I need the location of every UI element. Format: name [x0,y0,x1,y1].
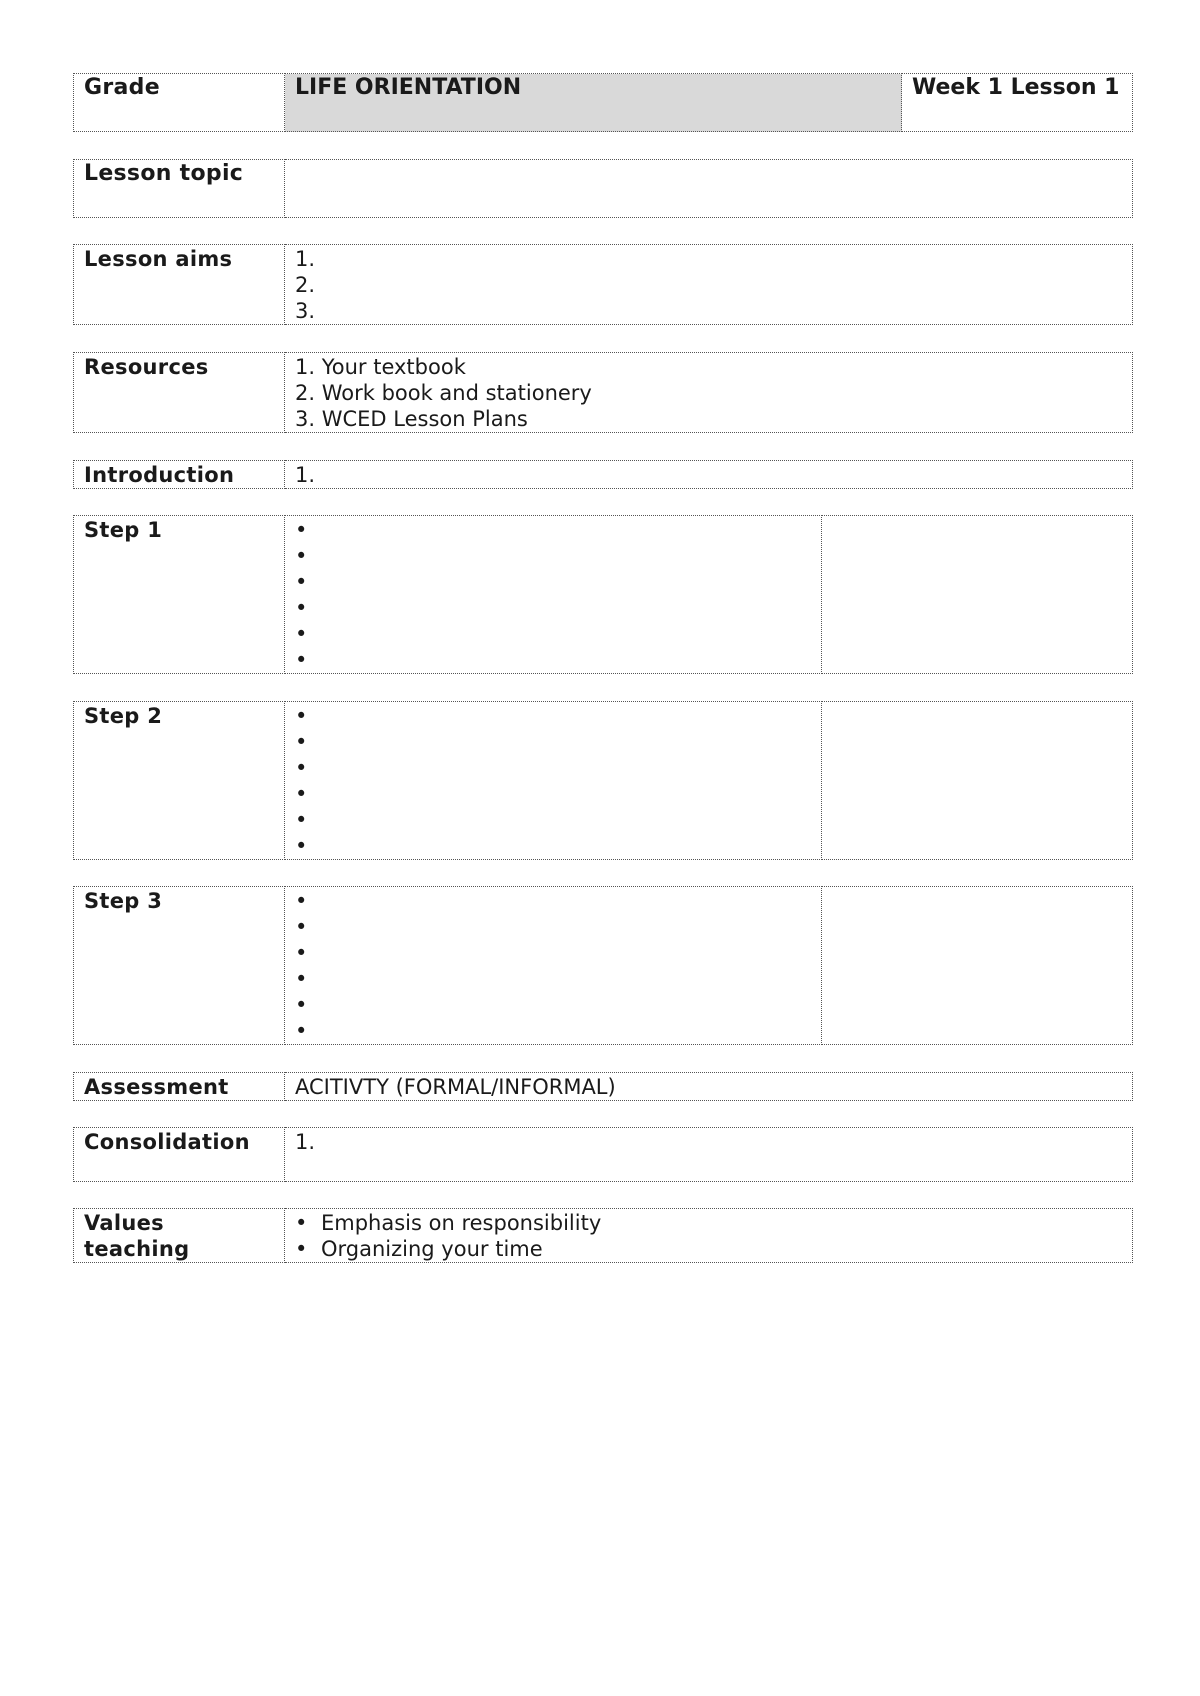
step-2-bullets [285,702,822,860]
list-item: 2. Work book and stationery [295,381,592,405]
lesson-topic-value [285,160,1133,218]
assessment-table [73,1072,1133,1101]
step-3-table [73,886,1133,1045]
lesson-aims-list [285,245,1133,325]
step-3-notes [822,887,1133,1045]
list-item: 1. [295,1130,316,1154]
resources-table [73,352,1133,433]
values-teaching-table [73,1208,1133,1263]
consolidation-label: Consolidation [74,1128,285,1182]
resources-list [285,353,1133,433]
step-3-bullets [285,887,822,1045]
bullet-item [295,966,811,992]
bullet-item [295,703,811,729]
grade-label: Grade [74,74,285,132]
bullet-item [295,569,811,595]
consolidation-list [285,1128,1133,1182]
bullet-item [295,914,811,940]
list-item: 1. [295,247,316,271]
bullet-item [295,992,811,1018]
bullet-item [295,517,811,543]
step-1-notes [822,516,1133,674]
bullet-item [295,755,811,781]
week-lesson: Week 1 Lesson 1 [902,74,1133,132]
step-2-notes [822,702,1133,860]
assessment-label: Assessment [74,1073,285,1101]
bullet-item [295,781,811,807]
bullet-item [295,888,811,914]
bullet-item [295,729,811,755]
step-1-table [73,515,1133,674]
bullet-item [295,543,811,569]
bullet-item [295,807,811,833]
step-2-label: Step 2 [74,702,285,860]
values-teaching-list [285,1209,1133,1263]
lesson-topic-label: Lesson topic [74,160,285,218]
lesson-aims-table [73,244,1133,325]
bullet-item [295,595,811,621]
introduction-table [73,460,1133,489]
resources-label: Resources [74,353,285,433]
values-teaching-label: Values teaching [74,1209,285,1263]
step-2-table [73,701,1133,860]
subject-title: LIFE ORIENTATION [285,74,902,132]
lesson-aims-label: Lesson aims [74,245,285,325]
consolidation-table [73,1127,1133,1182]
introduction-label: Introduction [74,461,285,489]
list-item: 2. [295,273,316,297]
list-item: 1. [295,463,316,487]
step-1-label: Step 1 [74,516,285,674]
bullet-item [295,940,811,966]
step-1-bullets [285,516,822,674]
list-item: • Organizing your time [295,1236,1122,1262]
assessment-value: ACITIVTY (FORMAL/INFORMAL) [285,1073,1133,1101]
introduction-list [285,461,1133,489]
bullet-item [295,1018,811,1044]
step-3-label: Step 3 [74,887,285,1045]
header-table [73,73,1133,132]
list-item: 1. Your textbook [295,355,466,379]
bullet-item [295,833,811,859]
list-item: 3. WCED Lesson Plans [295,407,528,431]
bullet-item [295,621,811,647]
lesson-topic-table [73,159,1133,218]
bullet-item [295,647,811,673]
list-item: 3. [295,299,316,323]
list-item: • Emphasis on responsibility [295,1210,1122,1236]
